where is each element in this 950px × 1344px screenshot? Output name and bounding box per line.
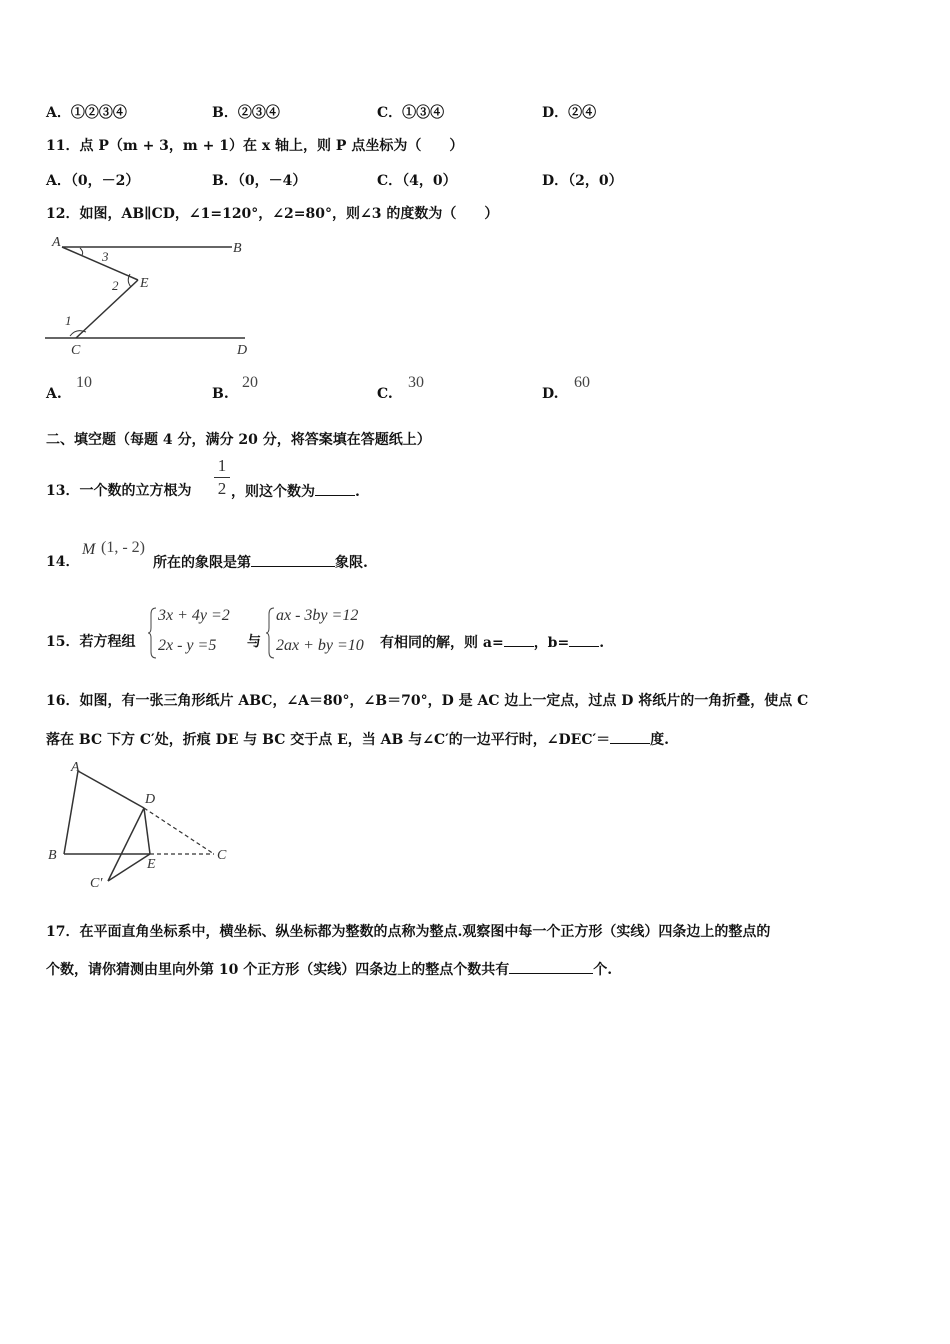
q13-suffix-text: ，则这个数为	[231, 484, 315, 500]
q12-figure	[40, 232, 260, 360]
q12-option-a-letter: A.	[46, 386, 62, 402]
q11-option-a: A．（0，－2）	[46, 173, 140, 189]
q12-option-c-value: 30	[408, 374, 424, 391]
label-d: D	[237, 343, 248, 358]
q15-system2-eq1: ax - 3by =12	[276, 607, 359, 624]
q15-b-blank[interactable]	[569, 632, 599, 647]
q15-end: .	[599, 635, 605, 651]
label-a: A	[71, 760, 80, 775]
q15-text: 有相同的解，则 a=	[380, 635, 504, 651]
q13-end: .	[355, 484, 360, 500]
q10-option-c: C．①③④	[377, 105, 445, 121]
label-2: 2	[112, 278, 119, 293]
q12-option-c-letter: C.	[377, 386, 393, 402]
q13-fraction	[214, 456, 230, 499]
q15-system2-brace	[266, 606, 276, 660]
fraction-numerator: 1	[217, 456, 227, 475]
q17-line2-text: 个数，请你猜测由里向外第 10 个正方形（实线）四条边上的整点个数共有	[46, 962, 510, 978]
q15-connector: 与	[247, 634, 261, 650]
q16-answer-blank[interactable]	[610, 729, 650, 744]
q12-option-d-value: 60	[574, 374, 590, 391]
fraction-denominator: 2	[217, 479, 227, 498]
q16-line2-end: 度.	[650, 732, 670, 748]
label-a: A	[52, 235, 61, 250]
segment-ab	[64, 771, 78, 854]
label-e: E	[147, 857, 156, 872]
q14-point-label: M	[82, 541, 96, 558]
q15-system1-eq1: 3x + 4y =2	[158, 607, 230, 624]
q13-prefix: 13．一个数的立方根为	[46, 483, 192, 499]
q12-option-b-letter: B.	[212, 386, 229, 402]
q12-option-d-letter: D.	[542, 386, 559, 402]
label-e: E	[140, 276, 149, 291]
q10-option-d: D．②④	[542, 105, 597, 121]
q13-answer-blank[interactable]	[315, 481, 355, 496]
q14-text: 所在的象限是第	[153, 555, 251, 571]
label-c: C	[217, 848, 227, 863]
label-c-prime: C′	[90, 876, 103, 891]
segment-ad	[78, 771, 144, 808]
label-3: 3	[102, 249, 109, 264]
q10-option-b: B．②③④	[212, 105, 280, 121]
angle-3-arc	[80, 248, 83, 255]
q11-option-b: B．（0，－4）	[212, 173, 307, 189]
q16-line1: 16．如图，有一张三角形纸片 ABC，∠A＝80°，∠B＝70°，D 是 AC 边上一定点，过点 D 将纸片的一角折叠，使点 C	[46, 693, 809, 709]
q17-answer-blank[interactable]	[509, 959, 593, 974]
q14-point-coords: (1, - 2)	[101, 539, 145, 556]
q12-stem: 12．如图，AB∥CD，∠1=120°，∠2=80°，则∠3 的度数为（ ）	[46, 206, 499, 222]
q11-option-c: C．（4，0）	[377, 173, 457, 189]
q11-option-d: D．（2，0）	[542, 173, 623, 189]
label-b: B	[48, 848, 57, 863]
q14-number: 14．	[46, 554, 80, 570]
q14-answer-blank[interactable]	[251, 552, 335, 567]
segment-de	[144, 808, 150, 854]
label-b: B	[233, 241, 242, 256]
q12-option-a-value: 10	[76, 374, 92, 391]
q15-prefix: 15．若方程组	[46, 634, 136, 650]
q13-suffix	[231, 481, 360, 502]
q15-system1-brace	[148, 606, 158, 660]
q15-comma: ，b=	[533, 635, 570, 651]
section-2-heading: 二、填空题（每题 4 分，满分 20 分，将答案填在答题纸上）	[46, 432, 431, 448]
q12-option-b-value: 20	[242, 374, 258, 391]
label-c: C	[71, 343, 81, 358]
q17-line2-end: 个.	[593, 962, 613, 978]
segment-ec	[76, 280, 138, 338]
q14-text-line	[153, 552, 368, 573]
q10-option-a: A．①②③④	[46, 105, 127, 121]
q17-line1: 17．在平面直角坐标系中，横坐标、纵坐标都为整数的点称为整点.观察图中每一个正方形（实线）四条边上的整点的	[46, 924, 771, 940]
segment-ae	[62, 247, 138, 280]
q16-line2-text: 落在 BC 下方 C′处，折痕 DE 与 BC 交于点 E，当 AB 与∠C′的一边平行时，∠DEC′＝	[46, 732, 611, 748]
q15-system2-eq2: 2ax + by =10	[276, 637, 364, 654]
q17-line2	[46, 959, 612, 980]
label-d: D	[145, 792, 156, 807]
q11-stem: 11．点 P（m + 3，m + 1）在 x 轴上，则 P 点坐标为（ ）	[46, 138, 464, 154]
fraction-bar	[214, 477, 230, 478]
segment-dc-dashed	[144, 808, 214, 854]
label-1: 1	[65, 313, 72, 328]
q16-figure	[44, 756, 244, 896]
q15-a-blank[interactable]	[504, 632, 534, 647]
q15-text-line	[380, 632, 604, 653]
q16-line2	[46, 729, 669, 750]
q14-end: 象限.	[335, 555, 368, 571]
q15-system1-eq2: 2x - y =5	[158, 637, 217, 654]
